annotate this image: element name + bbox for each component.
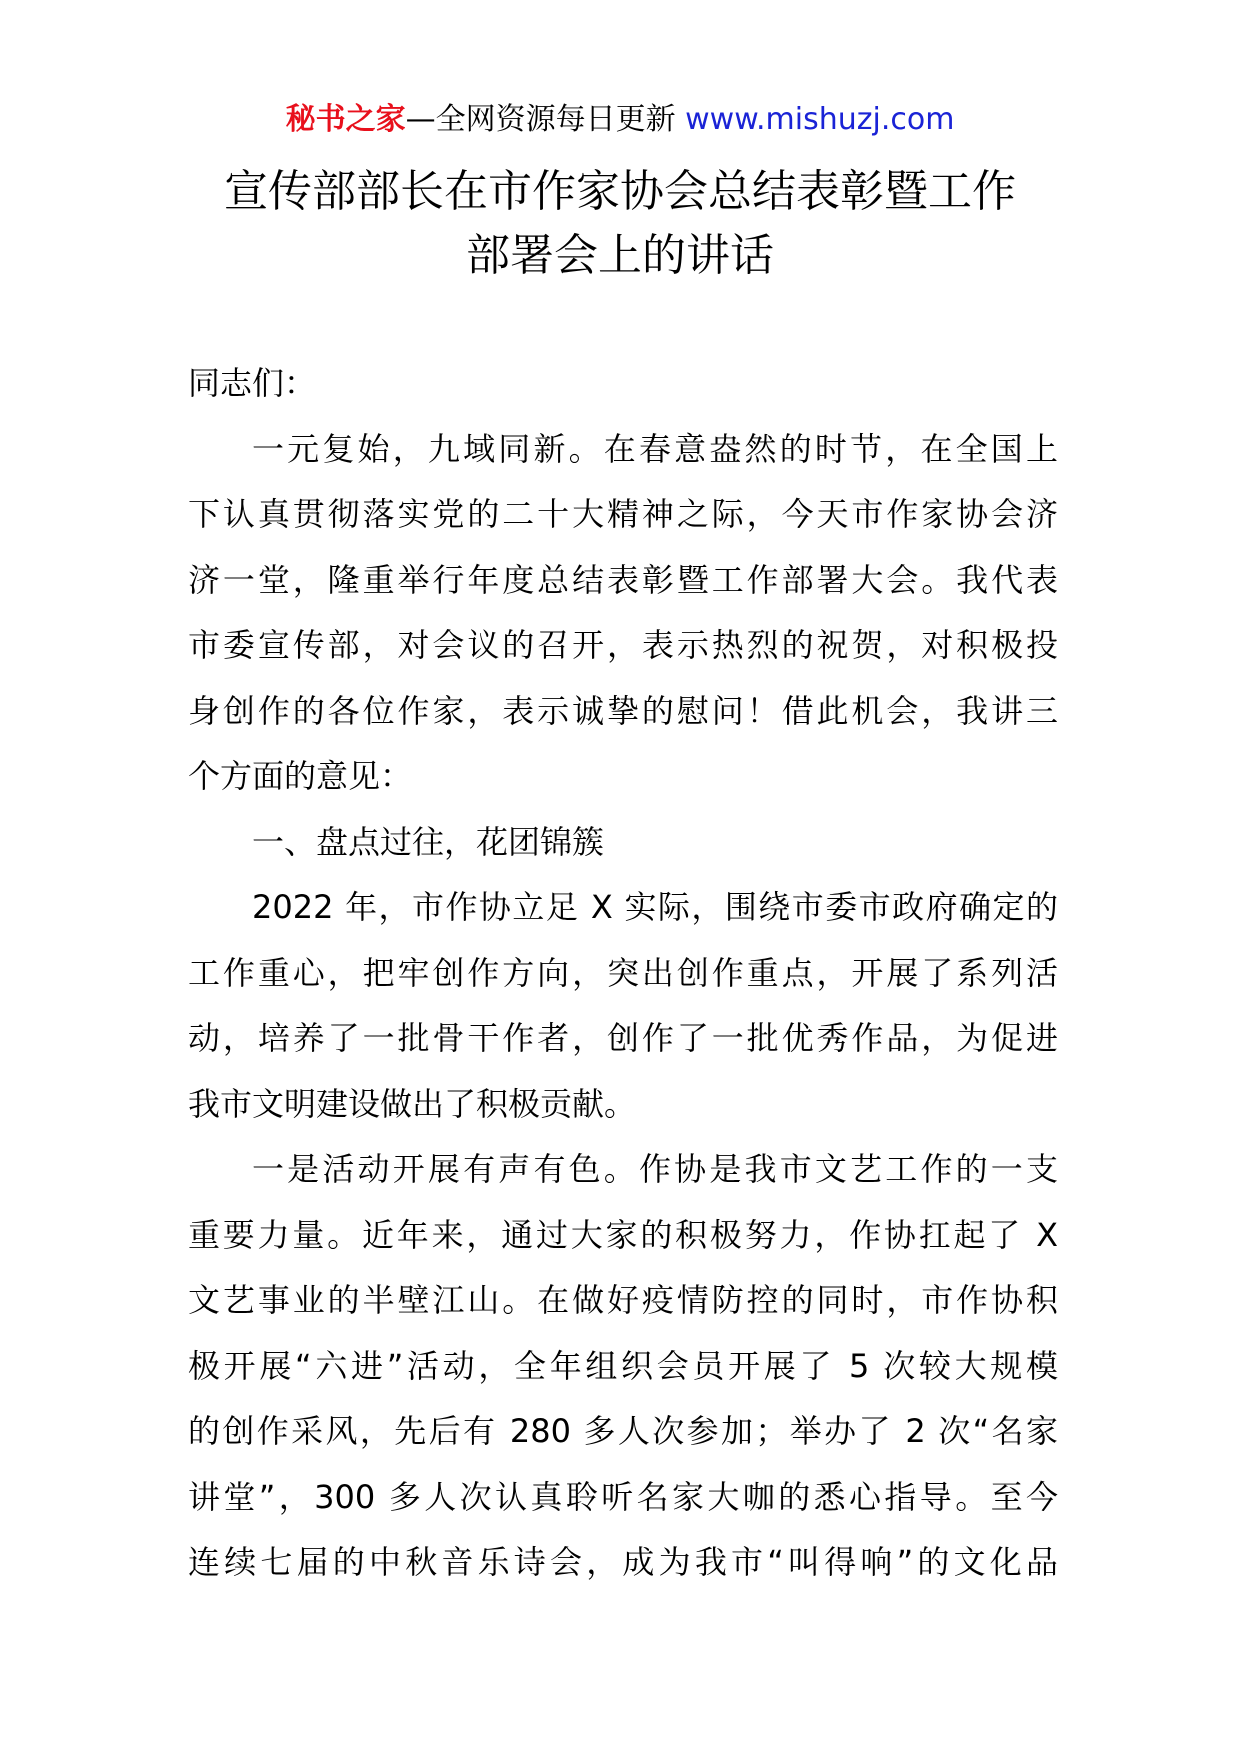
paragraph-line: 我市文明建设做出了积极贡献。 [188, 1084, 637, 1123]
site-url-link[interactable]: www.mishuzj.com [685, 102, 955, 137]
paragraph-line: 重要力量。近年来，通过大家的积极努力，作协扛起了 X [188, 1215, 1058, 1254]
paragraph-line: 工作重心，把牢创作方向，突出创作重点，开展了系列活 [188, 953, 1058, 992]
site-header [0, 100, 1240, 140]
paragraph-line: 下认真贯彻落实党的二十大精神之际，今天市作家协会济 [188, 495, 1058, 533]
paragraph-line: 济一堂，隆重举行年度总结表彰暨工作部署大会。我代表 [188, 560, 1058, 599]
paragraph-line: 文艺事业的半壁江山。在做好疫情防控的同时，市作协积 [188, 1281, 1058, 1319]
paragraph-line: 一是活动开展有声有色。作协是我市文艺工作的一支 [252, 1150, 1058, 1188]
paragraph-line: 动，培养了一批骨干作者，创作了一批优秀作品，为促进 [188, 1019, 1058, 1057]
title-line-1: 宣传部部长在市作家协会总结表彰暨工作 [224, 166, 1016, 217]
document-body [188, 358, 1058, 1603]
salutation: 同志们： [188, 364, 317, 402]
paragraph-line: 身创作的各位作家，表示诚挚的慰问！借此机会，我讲三 [188, 691, 1058, 730]
paragraph-line: 极开展“六进”活动，全年组织会员开展了 5 次较大规模 [188, 1346, 1058, 1385]
paragraph-line: 的创作采风，先后有 280 多人次参加；举办了 2 次“名家 [188, 1412, 1058, 1450]
site-brand: 秘书之家 [285, 102, 406, 137]
paragraph-line: 2022 年，市作协立足 X 实际，围绕市委市政府确定的 [252, 888, 1058, 926]
section-heading: 一、盘点过往，花团锦簇 [252, 822, 605, 861]
paragraph-line: 个方面的意见： [188, 757, 413, 795]
site-tagline: —全网资源每日更新 [405, 102, 676, 137]
paragraph-line: 连续七届的中秋音乐诗会，成为我市“叫得响”的文化品 [188, 1543, 1058, 1581]
paragraph-line: 一元复始，九域同新。在春意盎然的时节，在全国上 [252, 429, 1058, 468]
document-title [150, 160, 1090, 288]
paragraph-line: 市委宣传部，对会议的召开，表示热烈的祝贺，对积极投 [188, 626, 1058, 664]
paragraph-line: 讲堂”，300 多人次认真聆听名家大咖的悉心指导。至今 [188, 1477, 1058, 1516]
title-line-2: 部署会上的讲话 [466, 230, 774, 281]
